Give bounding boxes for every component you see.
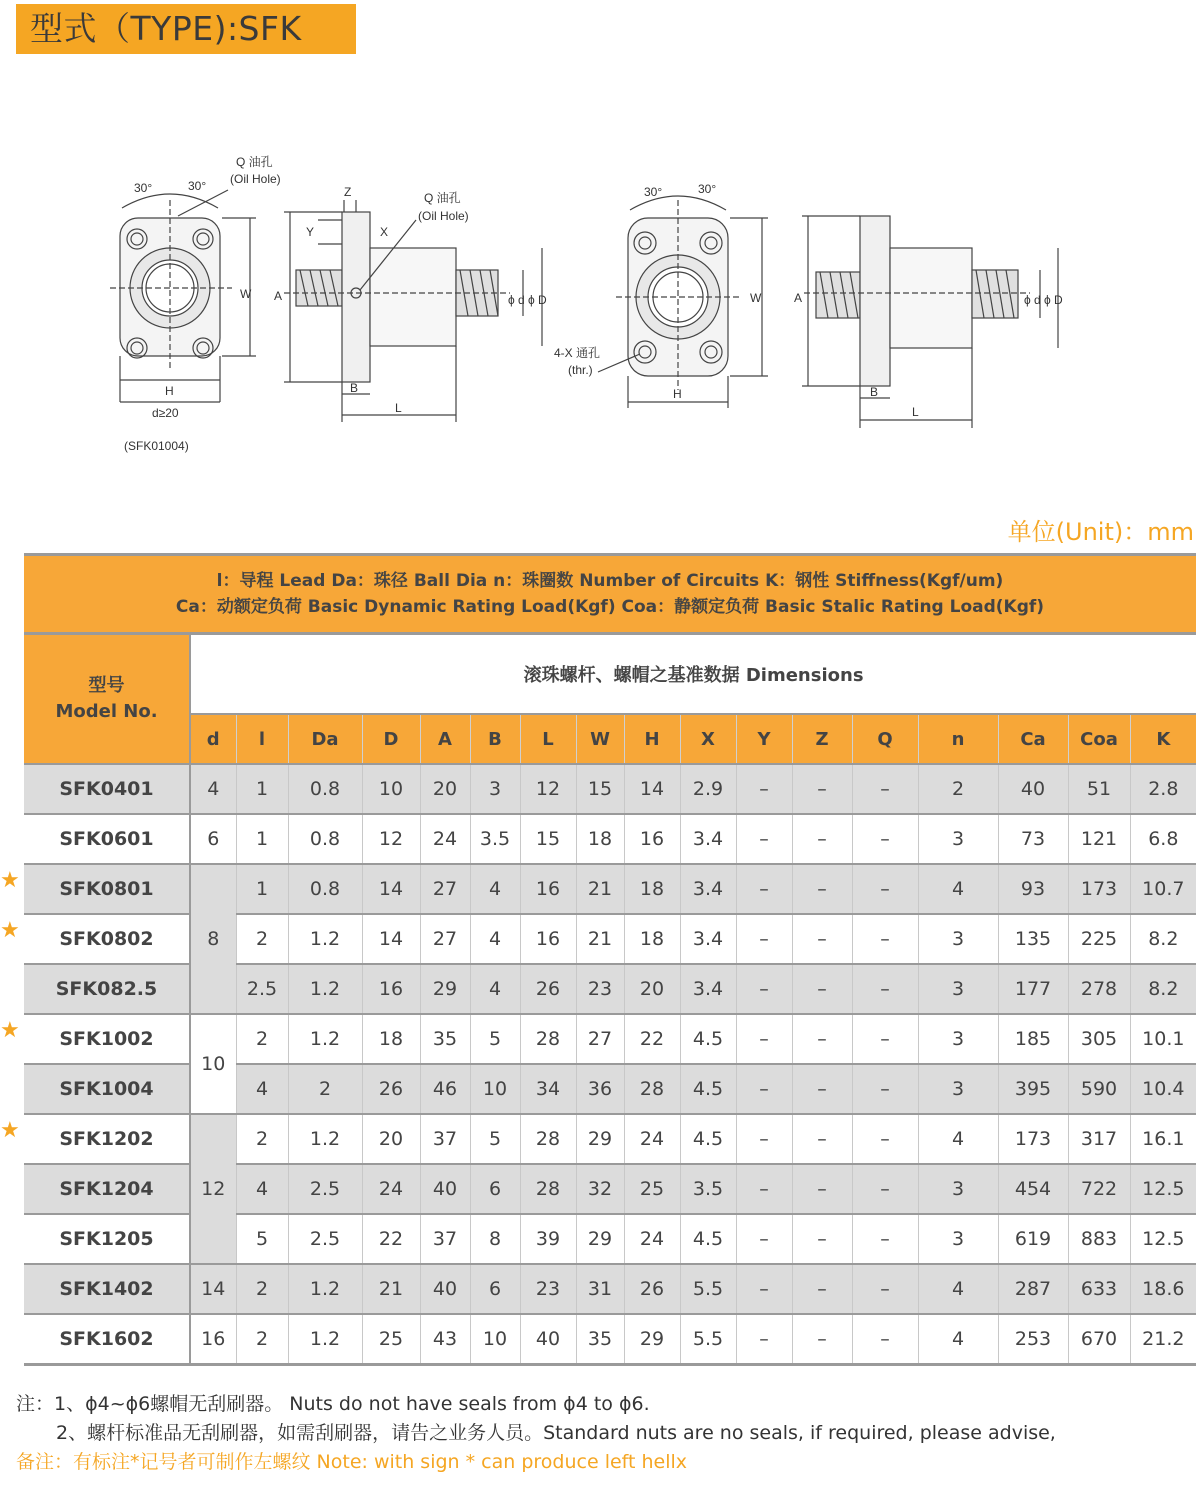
cell-a: 27 <box>420 864 470 914</box>
d-cell: 16 <box>190 1314 236 1365</box>
column-header-coa: Coa <box>1068 714 1130 764</box>
cell-n: 3 <box>918 1214 998 1264</box>
model-header <box>24 634 190 765</box>
cell-d: 10 <box>362 764 420 814</box>
technical-drawings <box>0 140 1200 470</box>
cell-ca: 253 <box>998 1314 1068 1365</box>
cell-b: 6 <box>470 1164 520 1214</box>
label-z: Z <box>344 185 352 199</box>
cell-k: 10.7 <box>1130 864 1196 914</box>
label-phi-d-1: ϕ d <box>508 293 525 307</box>
cell-n: 4 <box>918 1314 998 1365</box>
cell-w: 21 <box>576 914 624 964</box>
cell-da: 2.5 <box>288 1214 362 1264</box>
cell-l: 1 <box>236 764 288 814</box>
cell-l: 34 <box>520 1064 576 1114</box>
model-cell: SFK1004 <box>24 1064 190 1114</box>
d-cell: 8 <box>190 864 236 1014</box>
cell-h: 25 <box>624 1164 680 1214</box>
cell-d: 16 <box>362 964 420 1014</box>
cell-z: – <box>792 1064 852 1114</box>
cell-q: – <box>852 1264 918 1314</box>
cell-y: – <box>736 1114 792 1164</box>
cell-y: – <box>736 1014 792 1064</box>
cell-ca: 177 <box>998 964 1068 1014</box>
cell-d: 24 <box>362 1164 420 1214</box>
side-view-2 <box>802 216 1058 428</box>
cell-w: 36 <box>576 1064 624 1114</box>
cell-x: 3.5 <box>680 1164 736 1214</box>
column-header-z: Z <box>792 714 852 764</box>
cell-k: 18.6 <box>1130 1264 1196 1314</box>
model-cell: SFK1205 <box>24 1214 190 1264</box>
cell-l: 39 <box>520 1214 576 1264</box>
cell-q: – <box>852 864 918 914</box>
cell-q: – <box>852 1164 918 1214</box>
cell-l: 2 <box>236 1114 288 1164</box>
table-row <box>24 1314 1196 1365</box>
column-header-da: Da <box>288 714 362 764</box>
cell-z: – <box>792 964 852 1014</box>
star-icon: ★ <box>0 868 20 893</box>
label-b-2: B <box>870 385 879 399</box>
cell-coa: 121 <box>1068 814 1130 864</box>
cell-q: – <box>852 1064 918 1114</box>
label-x: X <box>380 225 389 239</box>
cell-l: 4 <box>236 1164 288 1214</box>
cell-n: 2 <box>918 764 998 814</box>
cell-n: 3 <box>918 914 998 964</box>
cell-x: 4.5 <box>680 1114 736 1164</box>
dimensions-header: 滚珠螺杆、螺帽之基准数据 Dimensions <box>190 634 1196 715</box>
cell-k: 2.8 <box>1130 764 1196 814</box>
cell-h: 22 <box>624 1014 680 1064</box>
front-view-1 <box>110 190 256 402</box>
label-y: Y <box>306 225 315 239</box>
cell-a: 24 <box>420 814 470 864</box>
d-cell: 12 <box>190 1114 236 1264</box>
column-header-ca: Ca <box>998 714 1068 764</box>
cell-k: 16.1 <box>1130 1114 1196 1164</box>
cell-ca: 135 <box>998 914 1068 964</box>
cell-q: – <box>852 964 918 1014</box>
cell-x: 2.9 <box>680 764 736 814</box>
table-row <box>24 1014 1196 1064</box>
cell-b: 10 <box>470 1064 520 1114</box>
cell-b: 3.5 <box>470 814 520 864</box>
cell-w: 18 <box>576 814 624 864</box>
cell-da: 0.8 <box>288 764 362 814</box>
label-q-oil-hole-cn: Q 油孔 <box>236 155 273 169</box>
cell-coa: 633 <box>1068 1264 1130 1314</box>
cell-q: – <box>852 814 918 864</box>
cell-q: – <box>852 1314 918 1365</box>
cell-a: 37 <box>420 1214 470 1264</box>
cell-d: 18 <box>362 1014 420 1064</box>
cell-l: 2.5 <box>236 964 288 1014</box>
note-remark: 备注：有标注*记号者可制作左螺纹 Note: with sign * can produce left hellx <box>16 1451 688 1473</box>
label-angle-right-2: 30° <box>698 182 717 196</box>
cell-l: 2 <box>236 1264 288 1314</box>
cell-l: 15 <box>520 814 576 864</box>
column-header-q: Q <box>852 714 918 764</box>
cell-z: – <box>792 814 852 864</box>
cell-y: – <box>736 1214 792 1264</box>
table-row <box>24 1264 1196 1314</box>
cell-n: 3 <box>918 1164 998 1214</box>
cell-y: – <box>736 764 792 814</box>
cell-a: 40 <box>420 1164 470 1214</box>
front-view-2 <box>598 196 768 408</box>
cell-h: 24 <box>624 1214 680 1264</box>
model-cell: SFK1402 <box>24 1264 190 1314</box>
cell-d: 20 <box>362 1114 420 1164</box>
cell-k: 6.8 <box>1130 814 1196 864</box>
cell-q: – <box>852 1214 918 1264</box>
cell-ca: 40 <box>998 764 1068 814</box>
cell-w: 29 <box>576 1114 624 1164</box>
label-q-oil-hole-cn-2: Q 油孔 <box>424 191 461 205</box>
cell-coa: 225 <box>1068 914 1130 964</box>
cell-h: 18 <box>624 914 680 964</box>
cell-k: 12.5 <box>1130 1214 1196 1264</box>
cell-l: 2 <box>236 1314 288 1365</box>
cell-coa: 590 <box>1068 1064 1130 1114</box>
cell-coa: 278 <box>1068 964 1130 1014</box>
cell-da: 2.5 <box>288 1164 362 1214</box>
table-row <box>24 814 1196 864</box>
cell-w: 35 <box>576 1314 624 1365</box>
cell-a: 46 <box>420 1064 470 1114</box>
model-cell: SFK1602 <box>24 1314 190 1365</box>
cell-w: 15 <box>576 764 624 814</box>
cell-ca: 287 <box>998 1264 1068 1314</box>
cell-z: – <box>792 864 852 914</box>
cell-z: – <box>792 1114 852 1164</box>
label-phi-d-2: ϕ d <box>1024 293 1041 307</box>
label-b-1: B <box>350 381 359 395</box>
cell-q: – <box>852 764 918 814</box>
cell-coa: 51 <box>1068 764 1130 814</box>
cell-z: – <box>792 764 852 814</box>
cell-h: 14 <box>624 764 680 814</box>
cell-k: 8.2 <box>1130 914 1196 964</box>
cell-a: 35 <box>420 1014 470 1064</box>
cell-coa: 722 <box>1068 1164 1130 1214</box>
cell-z: – <box>792 1264 852 1314</box>
star-icon: ★ <box>0 1018 20 1043</box>
column-header-a: A <box>420 714 470 764</box>
table-row <box>24 1114 1196 1164</box>
cell-w: 29 <box>576 1214 624 1264</box>
table-row <box>24 764 1196 814</box>
cell-l: 16 <box>520 864 576 914</box>
spec-table <box>24 632 1196 1366</box>
cell-x: 3.4 <box>680 814 736 864</box>
cell-x: 4.5 <box>680 1064 736 1114</box>
label-q-oil-hole-en: (Oil Hole) <box>230 172 281 186</box>
cell-ca: 93 <box>998 864 1068 914</box>
note-line-2: 2、螺杆标准品无刮刷器，如需刮刷器，请告之业务人员。Standard nuts are no seals, if required, please advise, <box>56 1422 1056 1444</box>
cell-n: 4 <box>918 864 998 914</box>
cell-a: 37 <box>420 1114 470 1164</box>
model-cell: SFK082.5 <box>24 964 190 1014</box>
label-w-2: W <box>750 291 762 305</box>
label-d-ge-20: d≥20 <box>152 406 179 420</box>
cell-l: 4 <box>236 1064 288 1114</box>
cell-coa: 173 <box>1068 864 1130 914</box>
cell-w: 27 <box>576 1014 624 1064</box>
label-angle-right: 30° <box>188 179 207 193</box>
d-cell: 10 <box>190 1014 236 1114</box>
cell-x: 3.4 <box>680 914 736 964</box>
cell-x: 3.4 <box>680 864 736 914</box>
note-line-1: 注：1、ϕ4~ϕ6螺帽无刮刷器。 Nuts do not have seals from ϕ4 to ϕ6. <box>16 1393 650 1415</box>
cell-w: 31 <box>576 1264 624 1314</box>
label-a-2: A <box>794 291 803 305</box>
model-cell: SFK0401 <box>24 764 190 814</box>
cell-coa: 670 <box>1068 1314 1130 1365</box>
cell-h: 28 <box>624 1064 680 1114</box>
cell-l: 23 <box>520 1264 576 1314</box>
cell-z: – <box>792 1164 852 1214</box>
cell-k: 8.2 <box>1130 964 1196 1014</box>
drawings-svg <box>0 140 1200 470</box>
cell-n: 3 <box>918 964 998 1014</box>
cell-z: – <box>792 1014 852 1064</box>
cell-da: 1.2 <box>288 1114 362 1164</box>
cell-da: 1.2 <box>288 1314 362 1365</box>
cell-x: 3.4 <box>680 964 736 1014</box>
model-cell: SFK0801 <box>24 864 190 914</box>
table-legend <box>24 553 1196 632</box>
model-cell: SFK0601 <box>24 814 190 864</box>
cell-d: 26 <box>362 1064 420 1114</box>
cell-w: 21 <box>576 864 624 914</box>
cell-h: 26 <box>624 1264 680 1314</box>
cell-n: 3 <box>918 814 998 864</box>
cell-k: 12.5 <box>1130 1164 1196 1214</box>
label-thr-hole-en: (thr.) <box>568 363 593 377</box>
label-a-1: A <box>274 289 283 303</box>
cell-l: 28 <box>520 1164 576 1214</box>
cell-b: 4 <box>470 964 520 1014</box>
cell-d: 12 <box>362 814 420 864</box>
label-sfk01004: (SFK01004) <box>124 439 189 453</box>
label-angle-left-2: 30° <box>644 185 663 199</box>
model-cell: SFK0802 <box>24 914 190 964</box>
d-cell: 14 <box>190 1264 236 1314</box>
legend-line-1: l：导程 Lead Da：珠径 Ball Dia n：珠圈数 Number of Circuits K：钢性 Stiffness(Kgf/um) <box>216 571 1004 591</box>
cell-ca: 73 <box>998 814 1068 864</box>
cell-da: 0.8 <box>288 814 362 864</box>
cell-z: – <box>792 914 852 964</box>
cell-z: – <box>792 1314 852 1365</box>
cell-n: 4 <box>918 1264 998 1314</box>
column-header-k: K <box>1130 714 1196 764</box>
cell-q: – <box>852 914 918 964</box>
cell-b: 6 <box>470 1264 520 1314</box>
model-cell: SFK1002 <box>24 1014 190 1064</box>
cell-y: – <box>736 964 792 1014</box>
cell-ca: 454 <box>998 1164 1068 1214</box>
cell-x: 4.5 <box>680 1214 736 1264</box>
cell-h: 24 <box>624 1114 680 1164</box>
cell-y: – <box>736 864 792 914</box>
cell-q: – <box>852 1014 918 1064</box>
cell-b: 3 <box>470 764 520 814</box>
column-header-d: d <box>190 714 236 764</box>
cell-a: 29 <box>420 964 470 1014</box>
cell-l: 40 <box>520 1314 576 1365</box>
cell-l: 2 <box>236 914 288 964</box>
cell-w: 23 <box>576 964 624 1014</box>
cell-l: 1 <box>236 864 288 914</box>
page-title: 型式（TYPE):SFK <box>16 4 356 54</box>
label-h-2: H <box>673 387 682 401</box>
cell-h: 20 <box>624 964 680 1014</box>
cell-x: 5.5 <box>680 1314 736 1365</box>
cell-x: 4.5 <box>680 1014 736 1064</box>
model-cell: SFK1202 <box>24 1114 190 1164</box>
cell-a: 43 <box>420 1314 470 1365</box>
column-header-b: B <box>470 714 520 764</box>
cell-l: 26 <box>520 964 576 1014</box>
column-header-h: H <box>624 714 680 764</box>
cell-y: – <box>736 1314 792 1365</box>
cell-h: 16 <box>624 814 680 864</box>
cell-a: 27 <box>420 914 470 964</box>
model-cell: SFK1204 <box>24 1164 190 1214</box>
table-row <box>24 864 1196 914</box>
side-view-1 <box>284 200 542 422</box>
cell-a: 20 <box>420 764 470 814</box>
column-header-w: W <box>576 714 624 764</box>
cell-coa: 317 <box>1068 1114 1130 1164</box>
cell-da: 2 <box>288 1064 362 1114</box>
cell-da: 1.2 <box>288 964 362 1014</box>
cell-h: 29 <box>624 1314 680 1365</box>
label-h-1: H <box>165 384 174 398</box>
cell-l: 28 <box>520 1114 576 1164</box>
cell-ca: 395 <box>998 1064 1068 1114</box>
cell-d: 25 <box>362 1314 420 1365</box>
cell-ca: 185 <box>998 1014 1068 1064</box>
column-header-l: L <box>520 714 576 764</box>
cell-a: 40 <box>420 1264 470 1314</box>
cell-da: 1.2 <box>288 914 362 964</box>
unit-label: 单位(Unit)：mm <box>1007 518 1194 546</box>
spec-table-container <box>24 553 1196 1366</box>
label-phi-D-1: ϕ D <box>528 293 547 307</box>
cell-b: 4 <box>470 864 520 914</box>
cell-coa: 883 <box>1068 1214 1130 1264</box>
cell-y: – <box>736 1164 792 1214</box>
label-q-oil-hole-en-2: (Oil Hole) <box>418 209 469 223</box>
model-header-cn: 型号 <box>88 675 125 696</box>
star-icon: ★ <box>0 1118 20 1143</box>
cell-x: 5.5 <box>680 1264 736 1314</box>
cell-l: 2 <box>236 1014 288 1064</box>
legend-line-2: Ca：动额定负荷 Basic Dynamic Rating Load(Kgf) Coa：静额定负荷 Basic Stalic Rating Load(Kgf) <box>175 597 1045 617</box>
cell-z: – <box>792 1214 852 1264</box>
cell-d: 14 <box>362 864 420 914</box>
cell-l: 28 <box>520 1014 576 1064</box>
label-w-1: W <box>240 287 252 301</box>
cell-y: – <box>736 1264 792 1314</box>
model-header-en: Model No. <box>55 701 158 722</box>
cell-da: 1.2 <box>288 1264 362 1314</box>
cell-coa: 305 <box>1068 1014 1130 1064</box>
cell-y: – <box>736 1064 792 1114</box>
notes <box>16 1390 1186 1477</box>
cell-l: 5 <box>236 1214 288 1264</box>
cell-da: 1.2 <box>288 1014 362 1064</box>
d-cell: 6 <box>190 814 236 864</box>
cell-b: 10 <box>470 1314 520 1365</box>
label-l-2: L <box>912 405 919 419</box>
cell-l: 16 <box>520 914 576 964</box>
cell-l: 1 <box>236 814 288 864</box>
cell-w: 32 <box>576 1164 624 1214</box>
cell-k: 10.1 <box>1130 1014 1196 1064</box>
cell-d: 21 <box>362 1264 420 1314</box>
cell-k: 10.4 <box>1130 1064 1196 1114</box>
star-icon: ★ <box>0 918 20 943</box>
cell-y: – <box>736 914 792 964</box>
cell-ca: 173 <box>998 1114 1068 1164</box>
label-thr-hole-cn: 4-X 通孔 <box>554 346 601 360</box>
cell-q: – <box>852 1114 918 1164</box>
column-header-n: n <box>918 714 998 764</box>
cell-b: 5 <box>470 1114 520 1164</box>
cell-h: 18 <box>624 864 680 914</box>
d-cell: 4 <box>190 764 236 814</box>
cell-n: 3 <box>918 1014 998 1064</box>
label-phi-D-2: ϕ D <box>1044 293 1063 307</box>
cell-ca: 619 <box>998 1214 1068 1264</box>
cell-y: – <box>736 814 792 864</box>
column-header-y: Y <box>736 714 792 764</box>
cell-b: 5 <box>470 1014 520 1064</box>
column-header-d: D <box>362 714 420 764</box>
cell-da: 0.8 <box>288 864 362 914</box>
cell-d: 22 <box>362 1214 420 1264</box>
label-angle-left: 30° <box>134 181 153 195</box>
cell-n: 3 <box>918 1064 998 1114</box>
cell-k: 21.2 <box>1130 1314 1196 1365</box>
label-l-1: L <box>395 401 402 415</box>
cell-l: 12 <box>520 764 576 814</box>
column-header-l: l <box>236 714 288 764</box>
cell-b: 4 <box>470 914 520 964</box>
table-body <box>24 764 1196 1365</box>
column-header-x: X <box>680 714 736 764</box>
cell-d: 14 <box>362 914 420 964</box>
cell-n: 4 <box>918 1114 998 1164</box>
column-header-row <box>24 714 1196 764</box>
cell-b: 8 <box>470 1214 520 1264</box>
